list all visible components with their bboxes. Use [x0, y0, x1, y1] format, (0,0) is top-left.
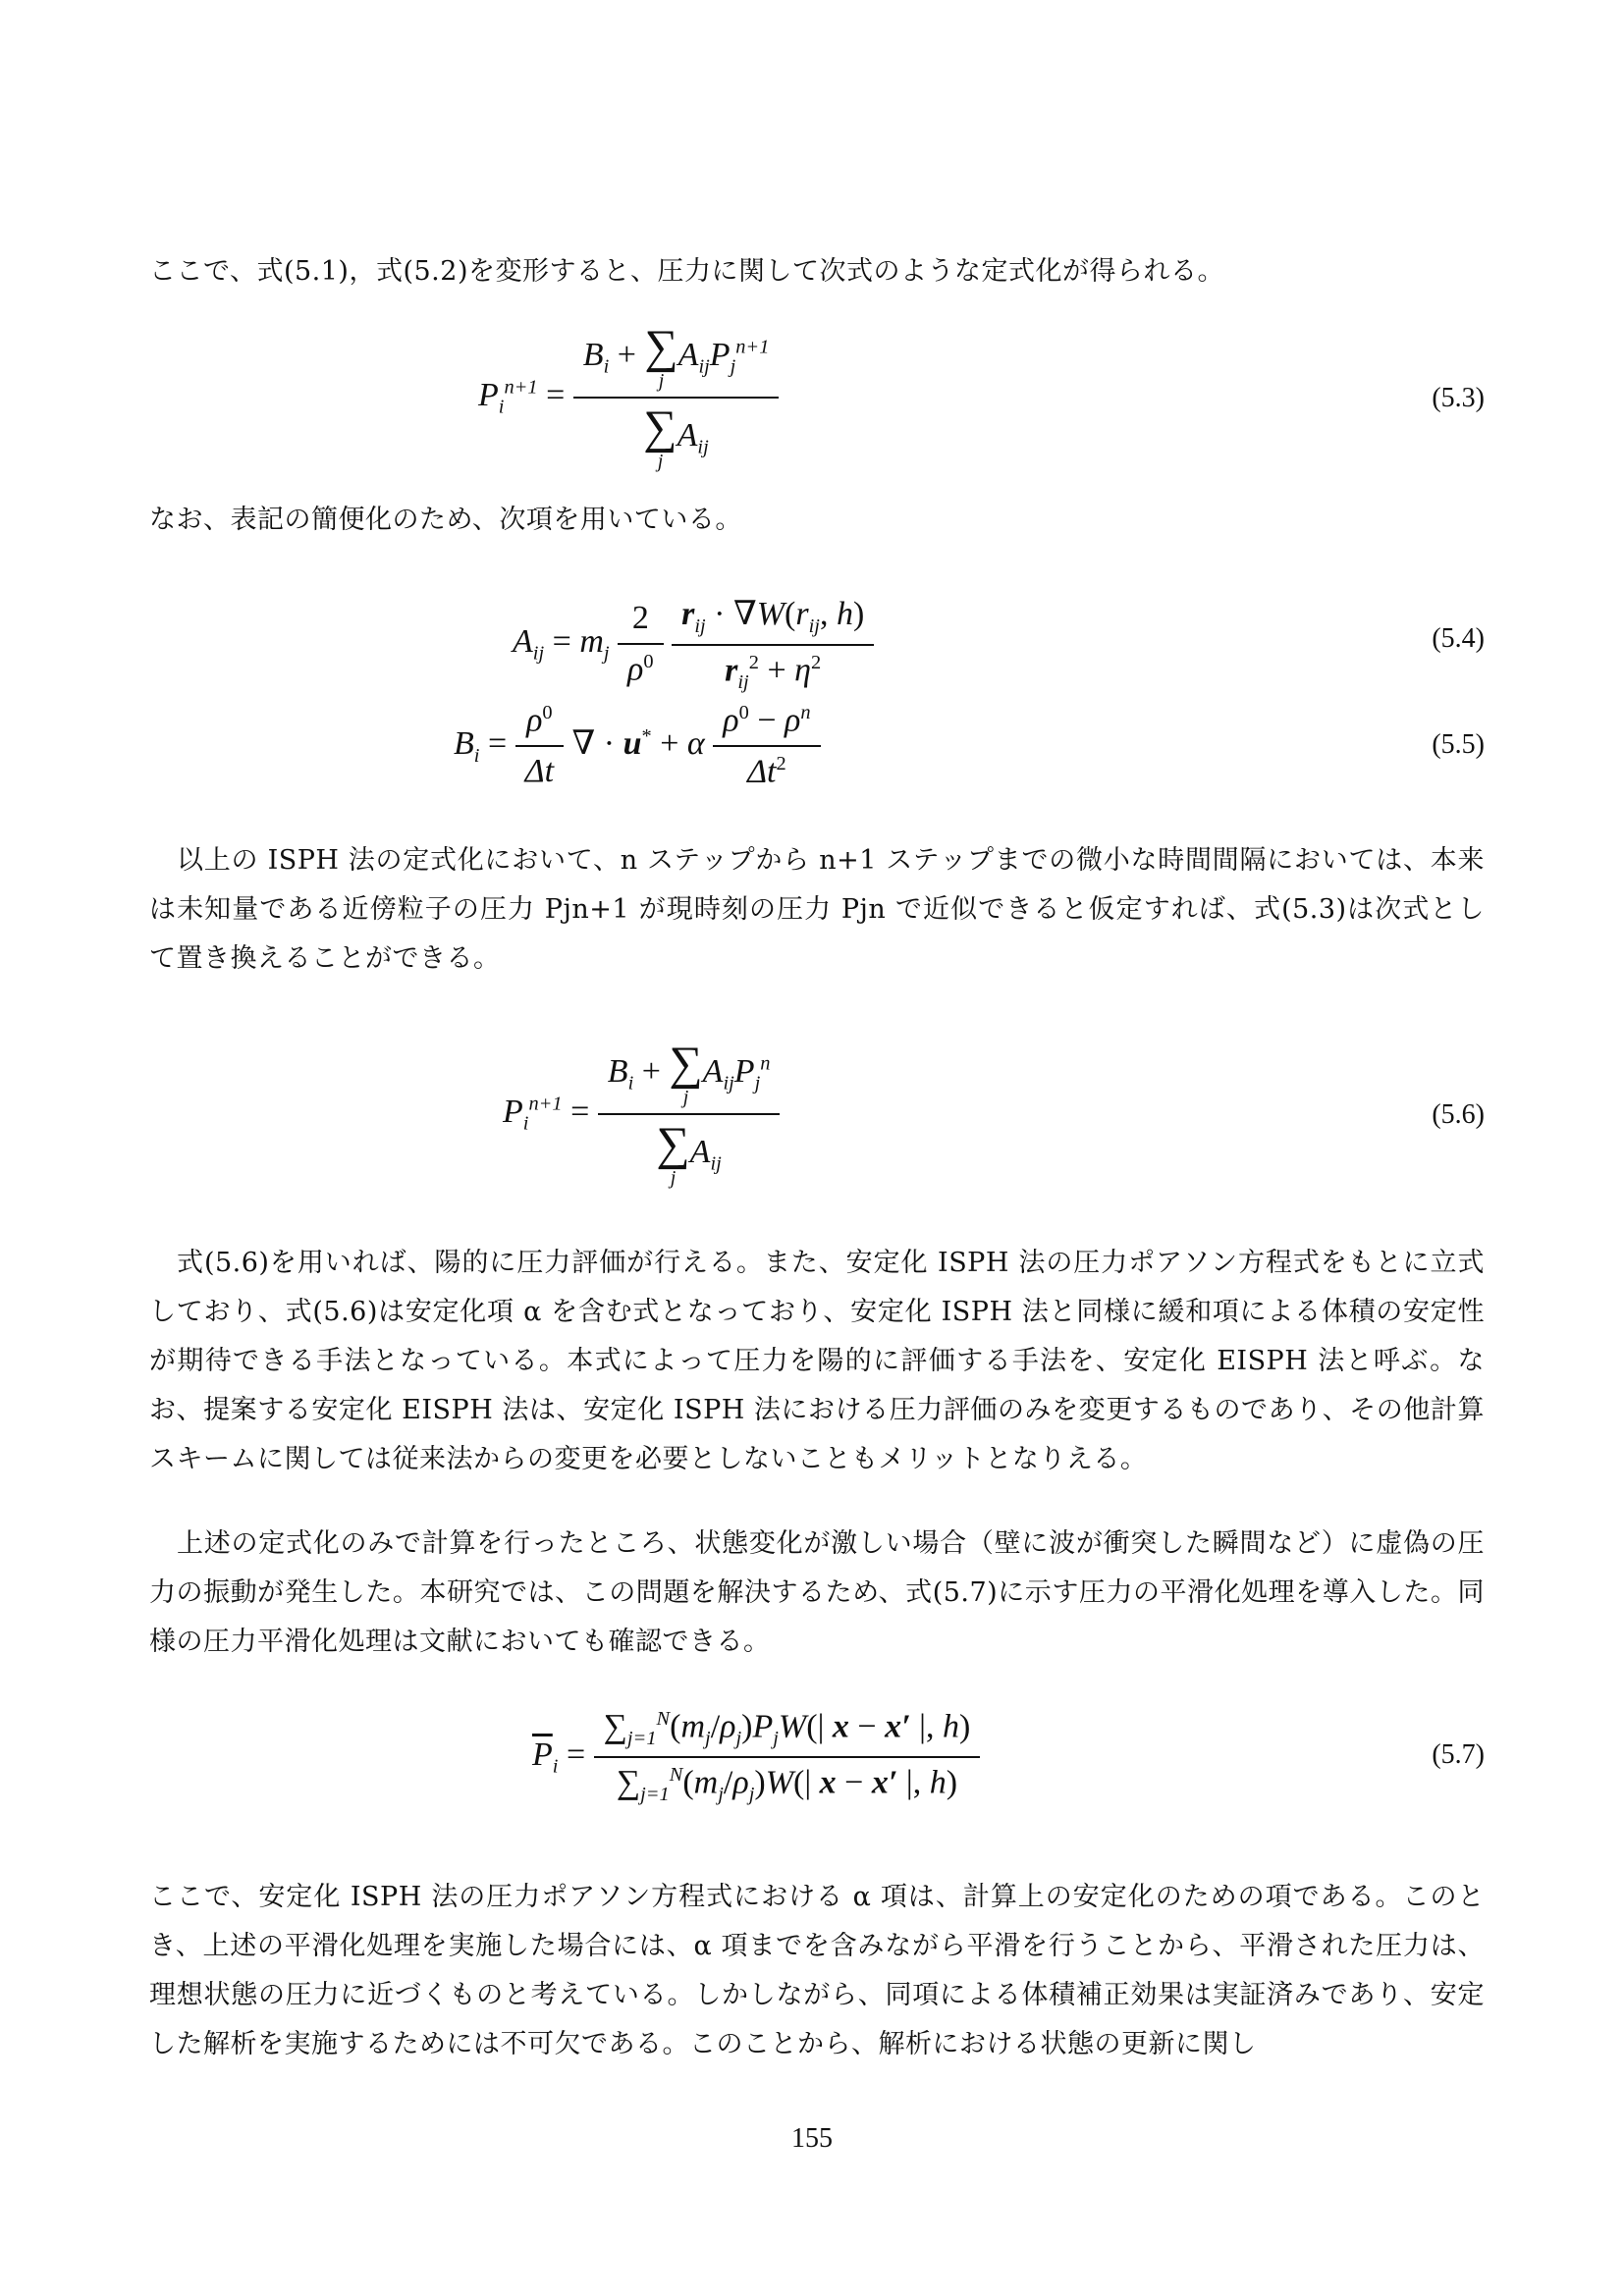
paragraph-6: ここで、安定化 ISPH 法の圧力ポアソン方程式における α 項は、計算上の安定化のための項である。このとき、上述の平滑化処理を実施した場合には、α 項までを含みながら平滑を行うことから、平滑された圧力は、理想状態の圧力に近づくものと考えている。しかしながら、同項による体積補正効果は実証済みであり、安定した解析を実施するためには不可欠である。このことから、解析における状態の更新に関し	[149, 1882, 1485, 2059]
equation-number-5-6: (5.6)	[1432, 1099, 1485, 1130]
paragraph-1: ここで、式(5.1)，式(5.2)を変形すると、圧力に関して次式のような定式化が得られる。	[149, 256, 1224, 287]
equation-5-7-body: $\overline{P}_i$ = $\frac{\sum_{j=1}^N(m_j/\rho_j)P_jW(| x - x' |, h)}{\sum_{j=1}^N(m_j/\rho_j)W(| x - x' |, h)}$	[532, 1708, 980, 1806]
equation-5-5-body: $B_i$ = $\frac{\rho^0}{\Delta t}$ ∇ · u* + α $\frac{\rho^0 - \rho^n}{\Delta t^2}$	[454, 702, 821, 791]
equation-number-5-3: (5.3)	[1432, 383, 1485, 413]
equation-5-4	[149, 594, 1485, 693]
equation-5-3	[149, 321, 1485, 472]
equation-number-5-5: (5.5)	[1432, 729, 1485, 760]
equation-5-6-body: $P_i^{n+1}$ = $B_i$ + ∑ j $A_{ij}P_j^n$ ∑ j $A_{ij}$	[503, 1041, 780, 1188]
paragraph-3: 以上の ISPH 法の定式化において、n ステップから n+1 ステップまでの微小な時間間隔においては、本来は未知量である近傍粒子の圧力 Pjn+1 が現時刻の圧力 Pjn で近似できると仮定すれば、式(5.3)は次式として置き換えることができる。	[149, 845, 1485, 974]
equation-5-3-body: $P_i^{n+1}$ = $B_i$ + ∑ j $A_{ij}P_j^{n+1}$ ∑ j $A_{ij}$	[478, 324, 779, 471]
paragraph-4: 式(5.6)を用いれば、陽的に圧力評価が行える。また、安定化 ISPH 法の圧力ポアソン方程式をもとに立式しており、式(5.6)は安定化項 α を含む式となっており、安定化 ISPH 法と同様に緩和項による体積の安定性が期待できる手法となっている。本式によって圧力を陽的に評価する手法を、安定化 EISPH 法と呼ぶ。なお、提案する安定化 EISPH 法は、安定化 ISPH 法における圧力評価のみを変更するものであり、その他計算スキームに関しては従来法からの変更を必要としないこともメリットとなりえる。	[149, 1248, 1485, 1474]
page-number: 155	[791, 2123, 833, 2154]
paragraph-5: 上述の定式化のみで計算を行ったところ、状態変化が激しい場合（壁に波が衝突した瞬間など）に虚偽の圧力の振動が発生した。本研究では、この問題を解決するため、式(5.7)に示す圧力の平滑化処理を導入した。同様の圧力平滑化処理は文献においても確認できる。	[149, 1528, 1485, 1657]
equation-number-5-4: (5.4)	[1432, 623, 1485, 654]
equation-number-5-7: (5.7)	[1432, 1739, 1485, 1770]
equation-5-6	[149, 1038, 1485, 1189]
equation-5-7	[149, 1708, 1485, 1806]
equation-5-5	[149, 702, 1485, 790]
equation-5-4-body: $A_{ij} = m_j$ $\frac{2}{\rho^0}$ $\frac{r_{ij} \cdot \nabla W(r_{ij}, h)}{r_{ij}^2 + \eta^2}$	[513, 594, 874, 694]
paragraph-2: なお、表記の簡便化のため、次項を用いている。	[149, 505, 742, 535]
